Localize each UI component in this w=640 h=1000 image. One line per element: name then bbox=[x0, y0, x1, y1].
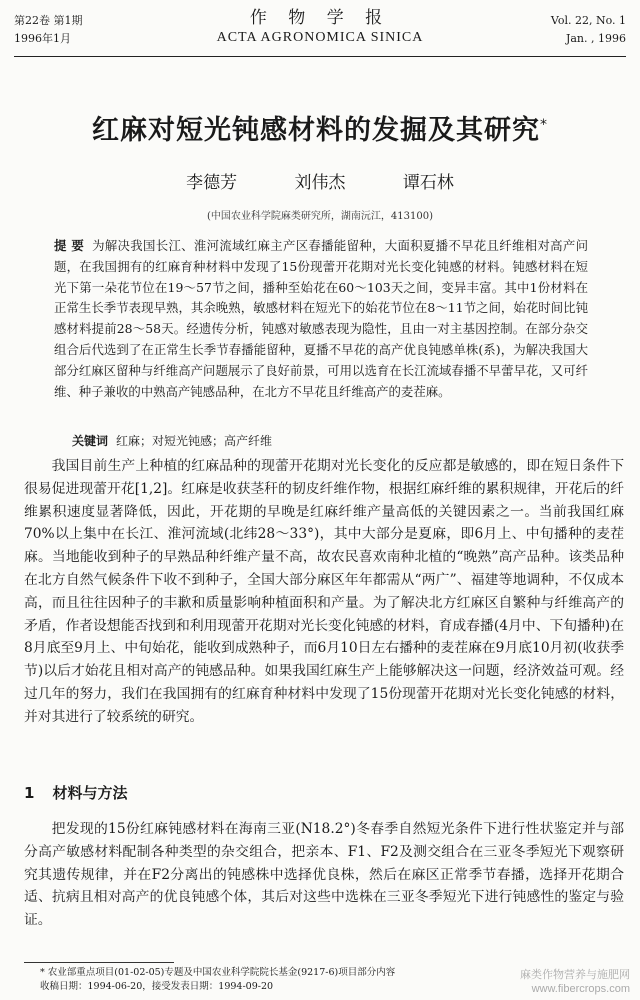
keywords bbox=[72, 432, 592, 449]
abstract-text: 为解决我国长江、淮河流域红麻主产区春播能留种，大面积夏播不早花且纤维相对高产问题，在我国拥有的红麻育种材料中发现了15份现蕾开花期对光长变化钝感的材料。钝感材料在短光下第一朵花节位在19～57节之间，播种至始花在60～103天之间，变异丰富。其中1份材料在正常生长季节表现早熟，其余晚熟，敏感材料在短光下的始花节位在8～11节之间，始花时间比钝感材料提前28～58天。经遗传分析，钝感对敏感表现为隐性，且由一对主基因控制。在部分杂交组合后代选到了在正常生长季节春播能留种，夏播不早花的高产优良钝感单株(系)，为解决我国大部分红麻区留种与纤维高产问题展示了良好前景，可用以选育在长江流域春播不早蕾早花，又可纤维、种子兼收的中熟高产钝感品种，在北方不早花且纤维高产的麦茬麻。 bbox=[54, 238, 589, 399]
header-right bbox=[551, 12, 626, 48]
paper-title-text: 红麻对短光钝感材料的发掘及其研究 bbox=[92, 115, 540, 146]
methods-paragraph: 把发现的15份红麻钝感材料在海南三亚(N18.2°)冬春季自然短光条件下进行性状鉴定并与部分高产敏感材料配制各种类型的杂交组合，把亲本、F1、F2及测交组合在三亚冬季短光下观察研究其遗传规律，并在F2分离出的钝感株中选择优良株，然后在麻区正常季节春播，选择开花期合适、抗病且相对高产的优良钝感个体，其后对这些中选株在三亚冬季短光下进行钝感性的鉴定与验证。 bbox=[24, 821, 624, 929]
journal-name-cn: 作 物 学 报 bbox=[249, 8, 391, 28]
keywords-text: 红麻；对短光钝感；高产纤维 bbox=[116, 434, 273, 448]
author-3: 谭石林 bbox=[402, 173, 454, 193]
section-number: 1 bbox=[24, 784, 35, 802]
watermark-url: www.fibercrops.com bbox=[531, 983, 630, 995]
watermark-cn: 麻类作物营养与施肥网 bbox=[520, 968, 630, 981]
abstract-label: 提 要 bbox=[54, 238, 85, 253]
affiliation: (中国农业科学院麻类研究所，湖南沅江，413100) bbox=[207, 211, 433, 222]
abstract bbox=[54, 236, 588, 402]
section-title: 材料与方法 bbox=[52, 784, 128, 802]
volume-en: Vol. 22, No. 1 bbox=[550, 14, 626, 27]
volume-cn: 第22卷 第1期 bbox=[14, 14, 83, 27]
footnote-funding: * 农业部重点项目(01-02-05)专题及中国农业科学院院长基金(9217-6)项目部分内容 bbox=[40, 967, 396, 978]
header-center bbox=[14, 8, 626, 48]
footnote-divider bbox=[24, 962, 174, 963]
header-divider bbox=[14, 56, 626, 57]
date-cn: 1996年1月 bbox=[14, 32, 71, 45]
watermark bbox=[520, 968, 630, 996]
footnote-dates: 收稿日期：1994-06-20，接受发表日期：1994-09-20 bbox=[40, 981, 274, 992]
author-list bbox=[0, 168, 640, 193]
author-2: 刘伟杰 bbox=[294, 173, 346, 193]
date-en: Jan. , 1996 bbox=[565, 32, 626, 45]
footnote bbox=[40, 966, 560, 994]
title-footnote-mark: * bbox=[540, 117, 548, 133]
author-1: 李德芳 bbox=[186, 173, 238, 193]
paper-title bbox=[0, 108, 640, 147]
section-heading bbox=[24, 782, 127, 803]
journal-header bbox=[14, 8, 626, 56]
journal-name-en: ACTA AGRONOMICA SINICA bbox=[216, 30, 424, 45]
keywords-label: 关键词 bbox=[72, 434, 109, 448]
intro-paragraph: 我国目前生产上种植的红麻品种的现蕾开花期对光长变化的反应都是敏感的，即在短日条件下很易促进现蕾开花[1,2]。红麻是收获茎秆的韧皮纤维作物，根据红麻纤维的累积规律，开花后的纤维累积速度显著降低，因此，开花期的早晚是红麻纤维产量高低的关键因素之一。当前我国红麻70%以上集中在长江、淮河流域(北纬28～33°)，其中大部分是夏麻，即6月上、中旬播种的麦茬麻。当地能收到种子的早熟品种纤维产量不高，故农民喜欢南种北植的“晚熟”高产品种。该类品种在北方自然气候条件下收不到种子，全国大部分麻区年年都需从“两广”、福建等地调种，不仅成本高，而且往往因种子的丰歉和质量影响种植面积和产量。为了解决北方红麻区自繁种与纤维高产的矛盾，作者设想能否找到和利用现蕾开花期对光长变化钝感的材料，育成春播(4月中、下旬播种)在8月底至9月上、中旬始花，能收到成熟种子，而6月10日左右播种的麦茬麻在9月底10月初(收获季节)以后才始花且相对高产的钝感品种。如果我国红麻生产上能够解决这一问题，经济效益可观。经过几年的努力，我们在我国拥有的红麻育种材料中发现了15份现蕾开花期对光长变化钝感的材料，并对其进行了较系统的研究。 bbox=[24, 458, 624, 725]
